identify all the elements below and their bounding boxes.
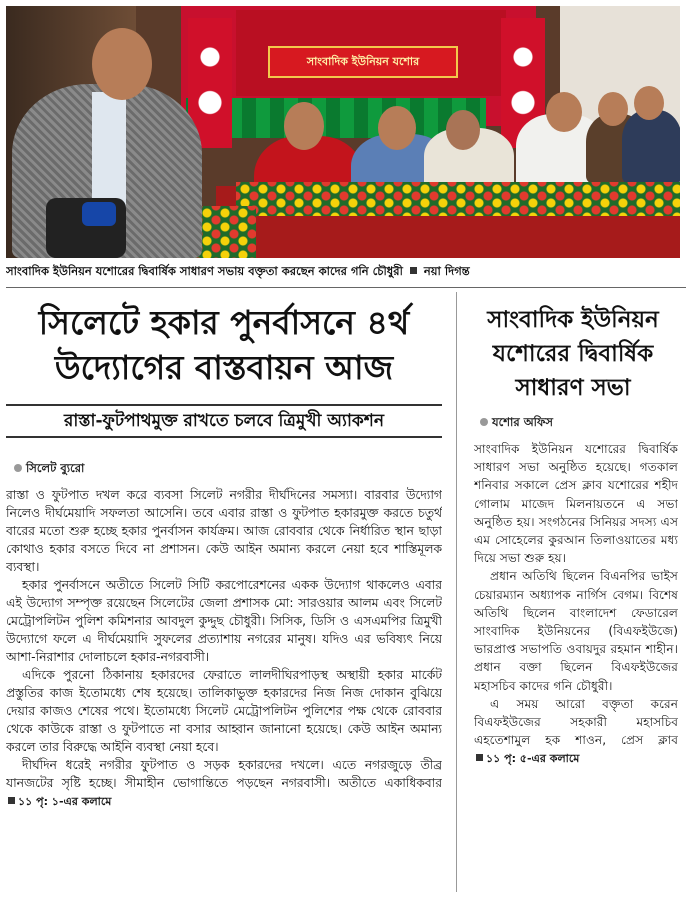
- photo-caption: [6, 263, 686, 283]
- photo-guest-head: [634, 86, 664, 120]
- left-jump-link[interactable]: [6, 795, 111, 808]
- caption-text: সাংবাদিক ইউনিয়ন যশোরের দ্বিবার্ষিক সাধারণ সভায় বক্তৃতা করছেন কাদের গনি চৌধুরী: [6, 264, 403, 278]
- bullet-dot-icon: [480, 418, 488, 426]
- news-photo: [6, 6, 680, 258]
- article-paragraph: সাংবাদিক ইউনিয়ন যশোরের দ্বিবার্ষিক সাধারণ সভা অনুষ্ঠিত হয়েছে। গতকাল শনিবার সকালে প্রেস ক্লাব যশোরের শহীদ গোলাম মাজেদ মিলনায়তনে এ সভা অনুষ্ঠিত হয়। সংগঠনের সিনিয়র সদস্য এস এম সোহেলের কুরআন তিলাওয়াতের মধ্য দিয়ে সভা শুরু হয়।: [474, 442, 678, 566]
- left-article-body: [6, 486, 442, 896]
- right-byline-text: যশোর অফিস: [492, 415, 553, 429]
- photo-guest-head: [546, 92, 582, 132]
- photo-speaker-head: [92, 28, 152, 100]
- photo-guest-head: [284, 102, 324, 150]
- article-paragraph: হকার পুনর্বাসনে অতীতে সিলেট সিটি করপোরেশনের একক উদ্যোগ থাকলেও এবার এই উদ্যোগ সম্পৃক্ত রয়েছেন সিলেটের জেলা প্রশাসক মো: সারওয়ার আলম এবং সিলেট মেট্রোপলিটন পুলিশ কমিশনার আবদুল কুদ্দুছ চৌধুরী। সিসিক, ডিসি ও এসএমপির ত্রিমুখী উদ্যোগে ফলে এ দীর্ঘমেয়াদি সুফলের প্রত্যাশায় নগরের মানুষ। যদিও এর ভবিষ্যৎ নিয়ে আশা-নিরাশার দোলাচলে হকার-নগরবাসী।: [6, 578, 442, 664]
- caption-divider: [6, 287, 686, 288]
- photo-guest-head: [598, 92, 628, 126]
- right-byline: [480, 414, 553, 433]
- square-bullet-icon: [410, 267, 417, 274]
- left-jump-text: ১১ পৃ: ১-এর কলামে: [18, 795, 112, 808]
- photo-speaker-shirt: [92, 92, 126, 212]
- right-jump-link[interactable]: [474, 752, 579, 765]
- left-subheadline: রাস্তা-ফুটপাথমুক্ত রাখতে চলবে ত্রিমুখী অ্যাকশন: [6, 404, 442, 438]
- article-paragraph-last: [6, 756, 442, 811]
- left-byline-text: সিলেট ব্যুরো: [26, 461, 85, 475]
- photo-flower-arrangement: [236, 182, 680, 216]
- article-paragraph-text: এ সময় আরো বক্তৃতা করেন বিএফইউজের সহকারী মহাসচিব এহতেশামুল হক শাওন, প্রেস ক্লাব: [474, 696, 678, 748]
- article-paragraph: রাস্তা ও ফুটপাত দখল করে ব্যবসা সিলেট নগরীর দীর্ঘদিনের সমস্যা। বারবার উদ্যোগ নিলেও দীর্ঘমেয়াদি সফলতা আসেনি। তবে এবার রাস্তা ও ফুটপাত হকারমুক্ত করতে চতুর্থ বারের মতো শুরু হচ্ছে হকার পুনর্বাসন কার্যক্রম। আজ রোববার থেকে নির্ধারিত স্থান ছাড়া কোথাও হকার বসতে দিবে না প্রশাসন। কেউ আইন অমান্য করলে নেয়া হবে শাস্তিমূলক ব্যবস্থা।: [6, 488, 442, 574]
- microphone-blue-icon: [82, 202, 116, 226]
- photo-guest-navy: [622, 110, 680, 184]
- square-bullet-icon: [8, 797, 15, 804]
- right-headline: সাংবাদিক ইউনিয়ন যশোরের দ্বিবার্ষিক সাধারণ সভা: [487, 307, 659, 401]
- caption-credit: নয়া দিগন্ত: [423, 264, 470, 278]
- photo-guest-head: [378, 106, 416, 150]
- article-paragraph: এদিকে পুরনো ঠিকানায় হকারদের ফেরাতে লালদীঘিরপাড়স্থ অস্থায়ী হকার মার্কেট প্রস্তুতির কাজ ইতোমধ্যে শেষ হয়েছে। তালিকাভুক্ত হকারদের নিজ নিজ দোকান বুঝিয়ে দেয়ার কাজও শেষের পথে। ইতোমধ্যে সিলেট মেট্রোপলিটন পুলিশের পক্ষ থেকে রোববার থেকে কাউকে রাস্তা ও ফুটপাতে না বসার আহ্বান জানানো হয়েছে। কেউ আইন অমান্য করলে তার বিরুদ্ধে আইনি ব্যবস্থা নেয়া হবে।: [6, 668, 442, 754]
- photo-banner-text: সাংবাদিক ইউনিয়ন যশোর: [306, 55, 420, 68]
- left-headline: সিলেটে হকার পুনর্বাসনে ৪র্থ উদ্যোগের বাস্তবায়ন আজ: [38, 303, 410, 387]
- article-paragraph: প্রধান অতিথি ছিলেন বিএনপির ভাইস চেয়ারম্যান অধ্যাপক নার্গিস বেগম। বিশেষ অতিথি ছিলেন বাংলাদেশ ফেডারেল সাংবাদিক ইউনিয়নের (বিএফইউজে) ভারপ্রাপ্ত সভাপতি ওবায়দুর রহমান শাহীন। প্রধান বক্তা ছিলেন বিএফইউজের মহাসচিব কাদের গনি চৌধুরী।: [474, 569, 678, 693]
- right-article-body: [474, 440, 678, 890]
- photo-guest-head: [446, 110, 480, 150]
- right-jump-text: ১১ পৃ: ৫-এর কলামে: [486, 752, 580, 766]
- bullet-dot-icon: [14, 464, 22, 472]
- article-paragraph-text: দীর্ঘদিন ধরেই নগরীর ফুটপাত ও সড়ক হকারদের দখলে। এতে নগরজুড়ে তীব্র যানজটের সৃষ্টি হচ্ছে। সীমাহীন ভোগান্তিতে পড়ছেন নগরবাসী। অতীতে একাধিকবার: [6, 758, 442, 790]
- article-paragraph-last: [474, 695, 678, 769]
- column-divider: [456, 292, 457, 892]
- left-byline: [14, 460, 84, 479]
- square-bullet-icon: [476, 754, 483, 761]
